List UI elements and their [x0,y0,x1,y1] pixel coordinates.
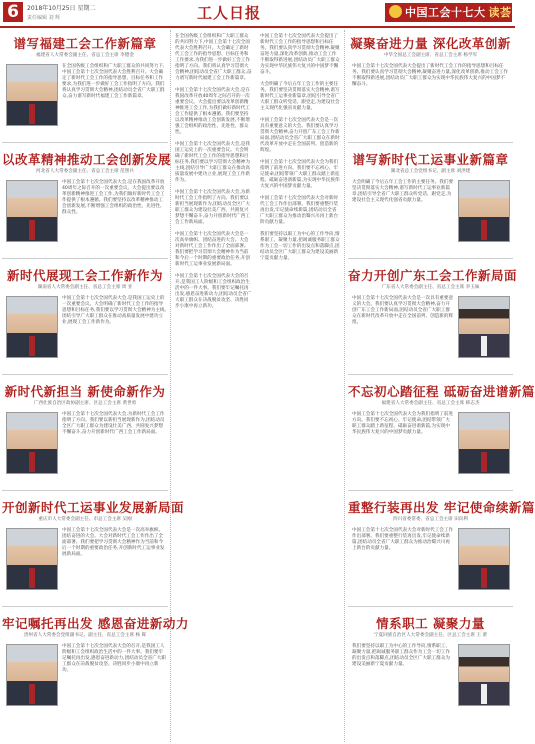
continuation-body: 大会明确了今后五年工会工作的主要任务。我们要坚决贯彻落实大会精神,谱写新时代工运事业新篇章,团结引导全省广大职工群众听党话、跟党走,为建设社会主义现代化强省贡献力量。 [260,82,340,111]
continuation-body: 中国工会第十七次全国代表大会提出了新时代工会工作的指导思想和目标任务。我们要认真学习贯彻大会精神,凝聚奋进力量,深化改革创新,推动工会工作不断取得新进展,团结动员广大职工群众为实现中华民族伟大复兴的中国梦不懈奋斗。 [260,34,340,75]
article-byline: 河北省人大常委会副主任、省总工会主席 范照兵 [36,169,134,174]
article-a10 [348,378,535,491]
article-a11 [348,494,535,607]
article-a6 [2,610,189,740]
article-byline: 湖南省人大常委会副主任、省总工会主席 周 亚 [37,285,133,290]
article-byline: 四川省委常委、省总工会主席 田向利 [393,517,468,522]
continuation-body: 中国工会第十七次全国代表大会的召开,是我国工人阶级和工会组织政治生活中的一件大事。我们要牢记嘱托再出发,感恩奋进新动力,团结动员全省广大职工群众在决战脱贫攻坚、决胜同步小康中再立新功。 [175,274,252,309]
article-headline: 谱写新时代工运事业新篇章 [352,152,509,167]
article-a3 [2,262,168,375]
author-photo [458,180,510,242]
article-byline: 广东省人大常委会副主任、省总工会主席 李玉妹 [381,285,480,290]
author-photo [6,296,58,358]
article-a7 [348,30,513,143]
article-a5 [2,494,185,607]
author-photo [6,412,58,474]
union-emblem-icon [389,5,402,18]
article-headline: 以改革精神推动工会创新发展 [2,152,172,167]
section-title [405,4,512,20]
issue-date: 2018年10月25日 星期二 [27,5,96,12]
continuation-body: 中国工会第十七次全国代表大会对新时代工会工作作出部署。我们要重整行装再出发,牢记使命续新篇,团结动员全省广大职工群众为推动治蜀兴川再上新台阶贡献力量。 [260,196,339,225]
article-body: 中国工会第十七次全国代表大会提出了新时代工会工作的指导思想和目标任务。我们要认真学习贯彻大会精神,凝聚奋进力量,深化改革创新,推动工会工作不断取得新进展,团结动员广大职工群众为实现中华民族伟大复兴的中国梦不懈奋斗。 [352,64,508,87]
article-headline: 不忘初心踏征程 砥砺奋进谱新篇 [348,384,535,399]
article-headline: 重整行装再出发 牢记使命续新篇 [348,500,535,515]
editor-line: 责任编辑 刘 辉 [27,15,61,21]
article-body: 在全国各级工会组织和广大职工群众的共同努力下,中国工会第十七次全国代表大会胜利召开。大会确定了新时代工会工作的指导思想、目标任务和工作要求,为我们进一步做好工会工作指明了方向。我们将认真学习贯彻大会精神,团结动员全省广大职工群众,奋力谱写新时代福建工会工作新篇章。 [62,64,165,99]
continuation-body: 我们要坚持以职工为中心的工作导向,情系职工、凝聚力量,把竭诚服务职工群众作为工会一切工作的出发点和落脚点,团结动员全区广大职工群众为建设美丽新宁夏贡献力量。 [260,232,340,261]
continuation-body: 在全国各级工会组织和广大职工群众的共同努力下,中国工会第十七次全国代表大会胜利召开。大会确定了新时代工会工作的指导思想、目标任务和工作要求,为我们进一步做好工会工作指明了方向。我们将认真学习贯彻大会精神,团结动员全省广大职工群众,奋力谱写新时代福建工会工作新篇章。 [175,34,252,81]
continuation-body: 中国工会第十七次全国代表大会是一次具有重要意义的大会。我们要认真学习贯彻大会精神,奋力开创广东工会工作新局面,团结动员全省广大职工群众在新时代改革开放中走在全国前列、创造新的辉煌。 [260,118,340,153]
article-a1 [2,30,168,143]
continuation-body: 中国工会第十七次全国代表大会,是我国工运史上的一次重要会议。大会明确了新时代工会工作的指导思想和目标任务,我们要以学习贯彻大会精神为主线,团结引导广大职工群众在推动高质量发展中建功立业,展现工会工作新作为。 [175,142,250,183]
article-a8 [348,146,513,259]
article-headline: 情系职工 凝聚力量 [376,616,485,631]
continuation-text-right [260,34,340,738]
article-a4 [2,378,168,491]
newspaper-logo: 工人日报 [197,4,262,22]
article-headline: 新时代新担当 新使命新作为 [4,384,166,399]
article-headline: 凝聚奋进力量 深化改革创新 [350,36,511,51]
author-photo [458,412,510,474]
continuation-body: 中国工会第十七次全国代表大会为我们指明了前进方向。我们要不忘初心、牢记使命,团结带领广大职工群众踏上新征程、砥砺奋进谱新篇,为实现中华民族伟大复兴的中国梦贡献力量。 [260,160,340,189]
author-photo [458,296,510,358]
article-body: 中国工会第十七次全国代表大会是一次具有重要意义的大会。我们要认真学习贯彻大会精神,奋力开创广东工会工作新局面,团结动员全省广大职工群众在新时代改革开放中走在全国前列、创造新的辉煌。 [352,296,454,325]
author-photo [6,180,58,242]
section-prefix: 中国工会十七大 [405,6,486,19]
section-title-text: 读荟 [488,6,512,19]
continuation-body: 中国工会第十七次全国代表大会是一次高举旗帜、团结奋进的大会。大会对新时代工会工作作出了全面部署。我们要把学习贯彻大会精神作为当前和今后一个时期的重要政治任务,开创新时代工运事业发展新局面。 [175,232,250,267]
article-byline: 湖北省总工会党组书记、副主席 刘洪建 [390,169,471,174]
article-headline: 奋力开创广东工会工作新局面 [348,268,518,283]
masthead [0,0,515,28]
column-divider [170,30,171,742]
author-photo [458,528,510,590]
continuation-body: 中国工会第十七次全国代表大会,为新时代工会工作指明了方向。我们要以新担当展现新作为,团结动员全区广大职工群众为建设壮美广西、共圆复兴梦想不懈奋斗,奋力开创新时代广西工会工作新局面。 [175,190,250,225]
article-headline: 新时代展现工会工作新作为 [6,268,163,283]
article-body: 中国工会第十七次全国代表大会,为新时代工会工作指明了方向。我们要以新担当展现新作为,团结动员全区广大职工群众为建设壮美广西、共圆复兴梦想不懈奋斗,奋力开创新时代广西工会工作新局面。 [62,412,165,435]
author-photo [6,528,58,590]
author-photo [458,644,510,706]
article-headline: 开创新时代工运事业发展新局面 [2,500,185,515]
article-body: 大会明确了今后五年工会工作的主要任务。我们要坚决贯彻落实大会精神,谱写新时代工运事业新篇章,团结引导全省广大职工群众听党话、跟党走,为建设社会主义现代化强省贡献力量。 [352,180,454,203]
article-byline: 福建省人大常委会副主任、省总工会主席 李德金 [36,53,134,58]
article-body: 中国工会第十七次全国代表大会的召开,是我国工人阶级和工会组织政治生活中的一件大事。我们要牢记嘱托再出发,感恩奋进新动力,团结动员全省广大职工群众在决战脱贫攻坚、决胜同步小康中再立新功。 [62,644,166,673]
article-a12 [348,610,513,740]
article-byline: 广西壮族自治区政协副主席、区总工会主席 黄世勇 [33,401,137,406]
article-byline: 中华全国总工会副主席、省总工会主席 杨学军 [383,53,478,58]
page-number: 6 [3,2,23,22]
continuation-body: 中国工会第十七次全国代表大会,是在我国改革开放40周年之际召开的一次重要会议。大会提出要以改革创新精神推进工会工作,为我们做好新时代工会工作提供了根本遵循。我们要坚持以改革精神推动工会创新发展,不断增强工会组织的政治性、先进性、群众性。 [175,88,250,135]
continuation-text-left [175,34,253,738]
article-body: 中国工会第十七次全国代表大会,是在我国改革开放40周年之际召开的一次重要会议。大会提出要以改革创新精神推进工会工作,为我们做好新时代工会工作提供了根本遵循。我们要坚持以改革精神推动工会创新发展,不断增强工会组织的政治性、先进性、群众性。 [62,180,165,215]
article-byline: 福建省人大常委会副主任、省总工会主席 韩志杰 [381,401,480,406]
article-body: 我们要坚持以职工为中心的工作导向,情系职工、凝聚力量,把竭诚服务职工群众作为工会一切工作的出发点和落脚点,团结动员全区广大职工群众为建设美丽新宁夏贡献力量。 [352,644,450,667]
article-a2 [2,146,172,259]
article-body: 中国工会第十七次全国代表大会对新时代工会工作作出部署。我们要重整行装再出发,牢记使命续新篇,团结动员全省广大职工群众为推动治蜀兴川再上新台阶贡献力量。 [352,528,454,551]
author-photo [6,644,58,706]
article-body: 中国工会第十七次全国代表大会是一次高举旗帜、团结奋进的大会。大会对新时代工会工作作出了全面部署。我们要把学习贯彻大会精神作为当前和今后一个时期的重要政治任务,开创新时代工运事业发展新局面。 [62,528,165,557]
article-headline: 牢记嘱托再出发 感恩奋进新动力 [2,616,189,631]
article-byline: 重庆市人大常委会副主任、市总工会主席 吴刚 [38,517,132,522]
article-byline: 贵州省人大常委会党组副书记、副主任、省总工会主席 杨 晖 [23,633,147,638]
article-byline: 宁夏回族自治区人大常委会副主任、区总工会主席 王 蕾 [373,633,488,638]
article-body: 中国工会第十七次全国代表大会,是我国工运史上的一次重要会议。大会明确了新时代工会工作的指导思想和目标任务,我们要以学习贯彻大会精神为主线,团结引导广大职工群众在推动高质量发展中建功立业,展现工会工作新作为。 [62,296,166,325]
article-headline: 谱写福建工会工作新篇章 [13,36,157,51]
article-body: 中国工会第十七次全国代表大会为我们指明了前进方向。我们要不忘初心、牢记使命,团结带领广大职工群众踏上新征程、砥砺奋进谱新篇,为实现中华民族伟大复兴的中国梦贡献力量。 [352,412,454,435]
column-divider [344,30,345,742]
article-a9 [348,262,518,375]
author-photo [6,64,58,126]
